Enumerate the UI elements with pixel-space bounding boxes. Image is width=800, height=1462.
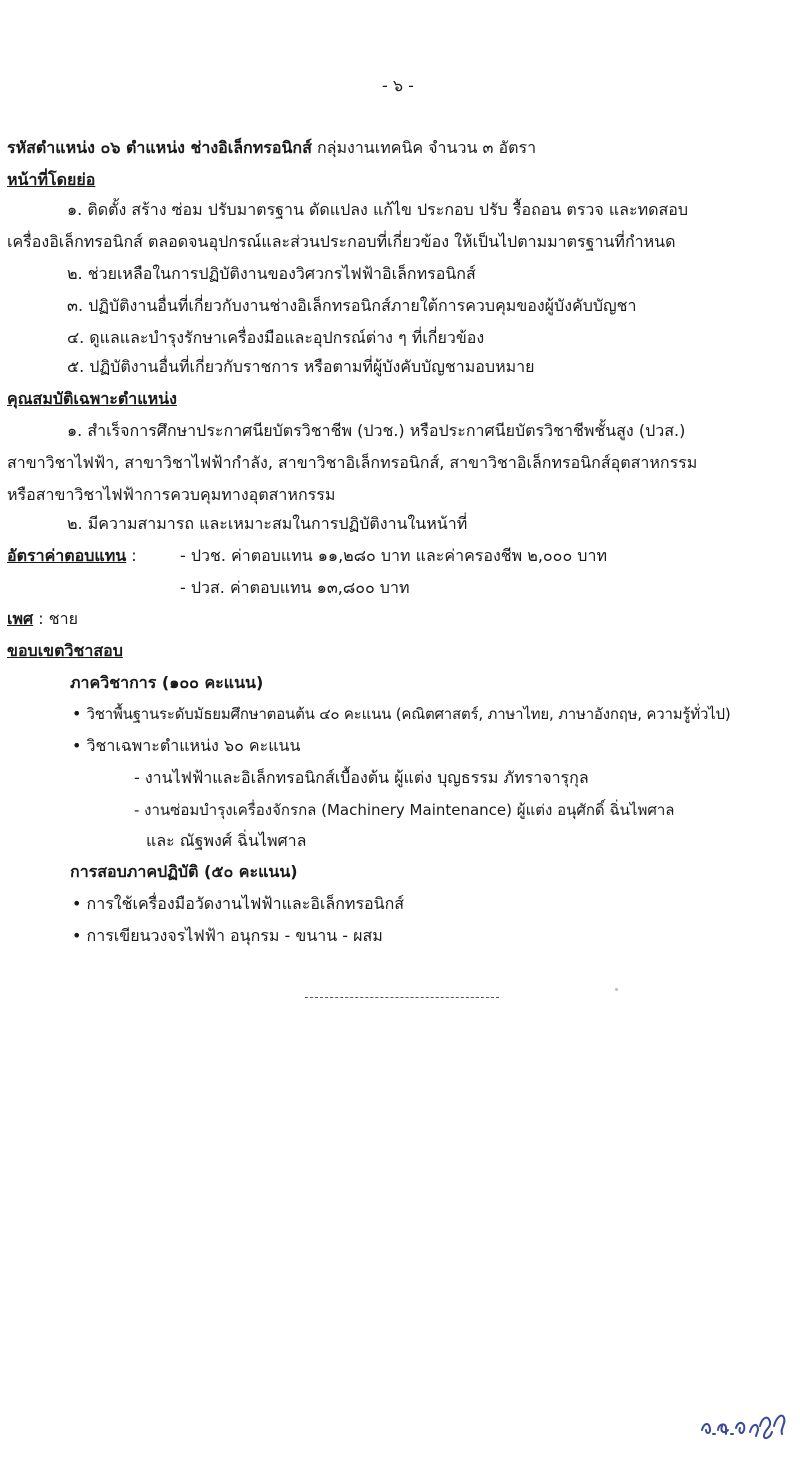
qualification-item-2: ๒. มีความสามารถ และเหมาะสมในการปฏิบัติงานในหน้าที่ — [67, 514, 468, 533]
qualification-item-1-line-3: หรือสาขาวิชาไฟฟ้าการควบคุมทางอุตสาหกรรม — [7, 485, 336, 504]
qualifications-heading: คุณสมบัติเฉพาะตำแหน่ง — [7, 389, 177, 408]
duty-item-4: ๔. ดูแลและบำรุงรักษาเครื่องมือและอุปกรณ์ต่าง ๆ ที่เกี่ยวข้อง — [67, 328, 485, 347]
theory-item-1 — [72, 704, 731, 724]
bullet-icon: • — [72, 736, 82, 755]
bullet-icon: • — [72, 926, 82, 945]
duty-item-3: ๓. ปฏิบัติงานอื่นที่เกี่ยวกับงานช่างอิเล็กทรอนิกส์ภายใต้การควบคุมของผู้บังคับบัญชา — [67, 296, 637, 315]
book-1: - งานไฟฟ้าและอิเล็กทรอนิกส์เบื้องต้น ผู้แต่ง บุญธรรม ภัทราจารุกุล — [134, 768, 589, 787]
compensation-heading-line — [7, 546, 137, 566]
qualification-item-1-line-2: สาขาวิชาไฟฟ้า, สาขาวิชาไฟฟ้ากำลัง, สาขาวิชาอิเล็กทรอนิกส์, สาขาวิชาอิเล็กทรอนิกส์อุตสาหกรรม — [7, 453, 698, 472]
compensation-line-1: - ปวช. ค่าตอบแทน ๑๑,๒๘๐ บาท และค่าครองชีพ ๒,๐๐๐ บาท — [180, 546, 607, 565]
book-2-line-1: - งานซ่อมบำรุงเครื่องจักรกล (Machinery Maintenance) ผู้แต่ง อนุศักดิ์ ฉิ่นไพศาล — [134, 801, 675, 819]
qualification-item-1-line-1: ๑. สำเร็จการศึกษาประกาศนียบัตรวิชาชีพ (ปวช.) หรือประกาศนียบัตรวิชาชีพชั้นสูง (ปวส.) — [67, 421, 686, 440]
end-divider — [305, 997, 499, 998]
exam-scope-heading: ขอบเขตวิชาสอบ — [7, 641, 123, 660]
practical-item-1-text: การใช้เครื่องมือวัดงานไฟฟ้าและอิเล็กทรอนิกส์ — [86, 894, 405, 913]
gender-label: เพศ — [7, 609, 34, 628]
scan-speck — [615, 988, 618, 991]
duty-item-1-line-2: เครื่องอิเล็กทรอนิกส์ ตลอดจนอุปกรณ์และส่วนประกอบที่เกี่ยวข้อง ให้เป็นไปตามมาตรฐานที่กำหนด — [7, 232, 676, 251]
compensation-line-2: - ปวส. ค่าตอบแทน ๑๓,๘๐๐ บาท — [180, 578, 410, 597]
gender-line — [7, 609, 78, 629]
position-code-title: รหัสตำแหน่ง ๐๖ ตำแหน่ง ช่างอิเล็กทรอนิกส์ — [7, 138, 312, 157]
practical-item-2-text: การเขียนวงจรไฟฟ้า อนุกรม - ขนาน - ผสม — [86, 926, 383, 945]
duties-heading: หน้าที่โดยย่อ — [7, 170, 96, 189]
gender-value: : ชาย — [33, 609, 78, 628]
bullet-icon: • — [72, 704, 82, 723]
handwritten-signature-icon — [698, 1400, 798, 1444]
theory-heading: ภาควิชาการ (๑๐๐ คะแนน) — [70, 673, 264, 692]
duty-item-5: ๕. ปฏิบัติงานอื่นที่เกี่ยวกับราชการ หรือตามที่ผู้บังคับบัญชามอบหมาย — [67, 357, 535, 376]
signature-initials — [698, 1400, 798, 1448]
bullet-icon: • — [72, 894, 82, 913]
theory-item-1-text: วิชาพื้นฐานระดับมัธยมศึกษาตอนต้น ๔๐ คะแนน (คณิตศาสตร์, ภาษาไทย, ภาษาอังกฤษ, ความรู้ทั่วไป) — [86, 705, 731, 723]
practical-item-1 — [72, 894, 404, 914]
theory-item-2-text: วิชาเฉพาะตำแหน่ง ๖๐ คะแนน — [86, 736, 301, 755]
compensation-heading: อัตราค่าตอบแทน — [7, 546, 127, 565]
duty-item-2: ๒. ช่วยเหลือในการปฏิบัติงานของวิศวกรไฟฟ้าอิเล็กทรอนิกส์ — [67, 264, 476, 283]
compensation-colon: : — [126, 546, 137, 565]
practical-item-2 — [72, 926, 383, 946]
practical-heading: การสอบภาคปฏิบัติ (๕๐ คะแนน) — [70, 862, 298, 881]
theory-item-2 — [72, 736, 300, 756]
book-2-line-2: และ ณัฐพงศ์ ฉิ่นไพศาล — [146, 831, 307, 850]
position-group: กลุ่มงานเทคนิค จำนวน ๓ อัตรา — [311, 138, 537, 157]
position-title-line — [7, 138, 536, 158]
page-number: - ๖ - — [382, 76, 414, 95]
duty-item-1-line-1: ๑. ติดตั้ง สร้าง ซ่อม ปรับมาตรฐาน ดัดแปลง แก้ไข ประกอบ ปรับ รื้อถอน ตรวจ และทดสอบ — [67, 200, 689, 219]
